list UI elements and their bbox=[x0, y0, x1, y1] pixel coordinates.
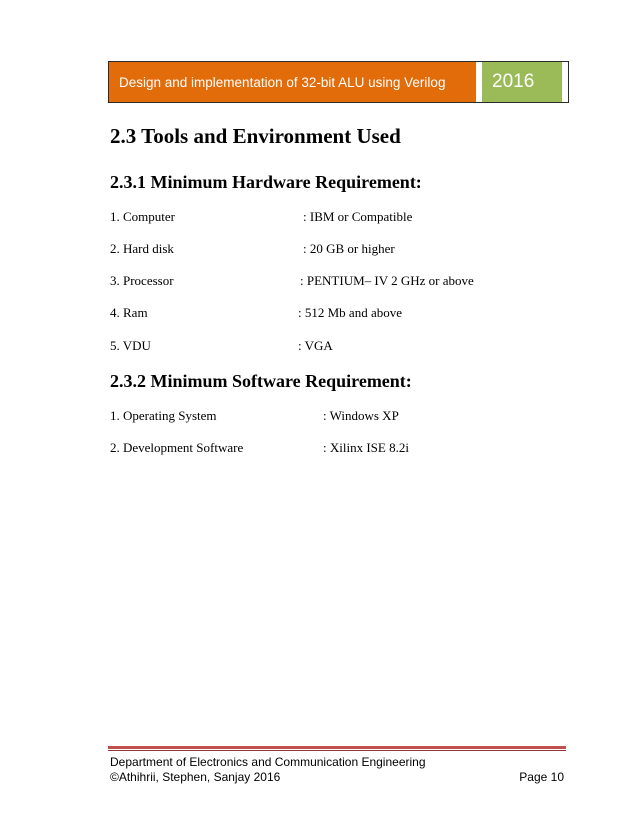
header-tail bbox=[562, 62, 568, 102]
item-label: 2. Hard disk bbox=[110, 241, 174, 256]
list-item bbox=[110, 241, 395, 257]
item-label: 3. Processor bbox=[110, 273, 174, 288]
item-label: 2. Development Software bbox=[110, 440, 244, 455]
item-label: 5. VDU bbox=[110, 338, 151, 353]
item-value: : 512 Mb and above bbox=[298, 305, 402, 320]
item-value: : PENTIUM– IV 2 GHz or above bbox=[300, 273, 474, 288]
hardware-heading: 2.3.1 Minimum Hardware Requirement: bbox=[110, 172, 422, 192]
item-value: : 20 GB or higher bbox=[303, 241, 395, 256]
item-label: 1. Computer bbox=[110, 209, 175, 224]
item-value: : IBM or Compatible bbox=[303, 209, 413, 224]
footer-authors: ©Athihrii, Stephen, Sanjay 2016 bbox=[110, 770, 281, 784]
footer-divider-thin bbox=[108, 750, 566, 751]
section-title: 2.3 Tools and Environment Used bbox=[110, 124, 401, 148]
list-item bbox=[110, 408, 399, 424]
page-header bbox=[108, 61, 569, 103]
list-item bbox=[110, 209, 413, 225]
list-item bbox=[110, 305, 402, 321]
item-label: 4. Ram bbox=[110, 305, 148, 320]
list-item bbox=[110, 338, 333, 354]
footer-divider bbox=[108, 746, 566, 749]
list-item bbox=[110, 440, 409, 456]
page-number: Page 10 bbox=[519, 770, 564, 784]
item-value: : Windows XP bbox=[323, 408, 399, 423]
header-title: Design and implementation of 32-bit ALU using Verilog bbox=[109, 62, 476, 102]
footer-department: Department of Electronics and Communication Engineering bbox=[110, 755, 426, 769]
item-label: 1. Operating System bbox=[110, 408, 217, 423]
software-heading: 2.3.2 Minimum Software Requirement: bbox=[110, 371, 412, 391]
list-item bbox=[110, 273, 474, 289]
item-value: : VGA bbox=[298, 338, 333, 353]
header-year: 2016 bbox=[482, 62, 562, 102]
item-value: : Xilinx ISE 8.2i bbox=[323, 440, 409, 455]
